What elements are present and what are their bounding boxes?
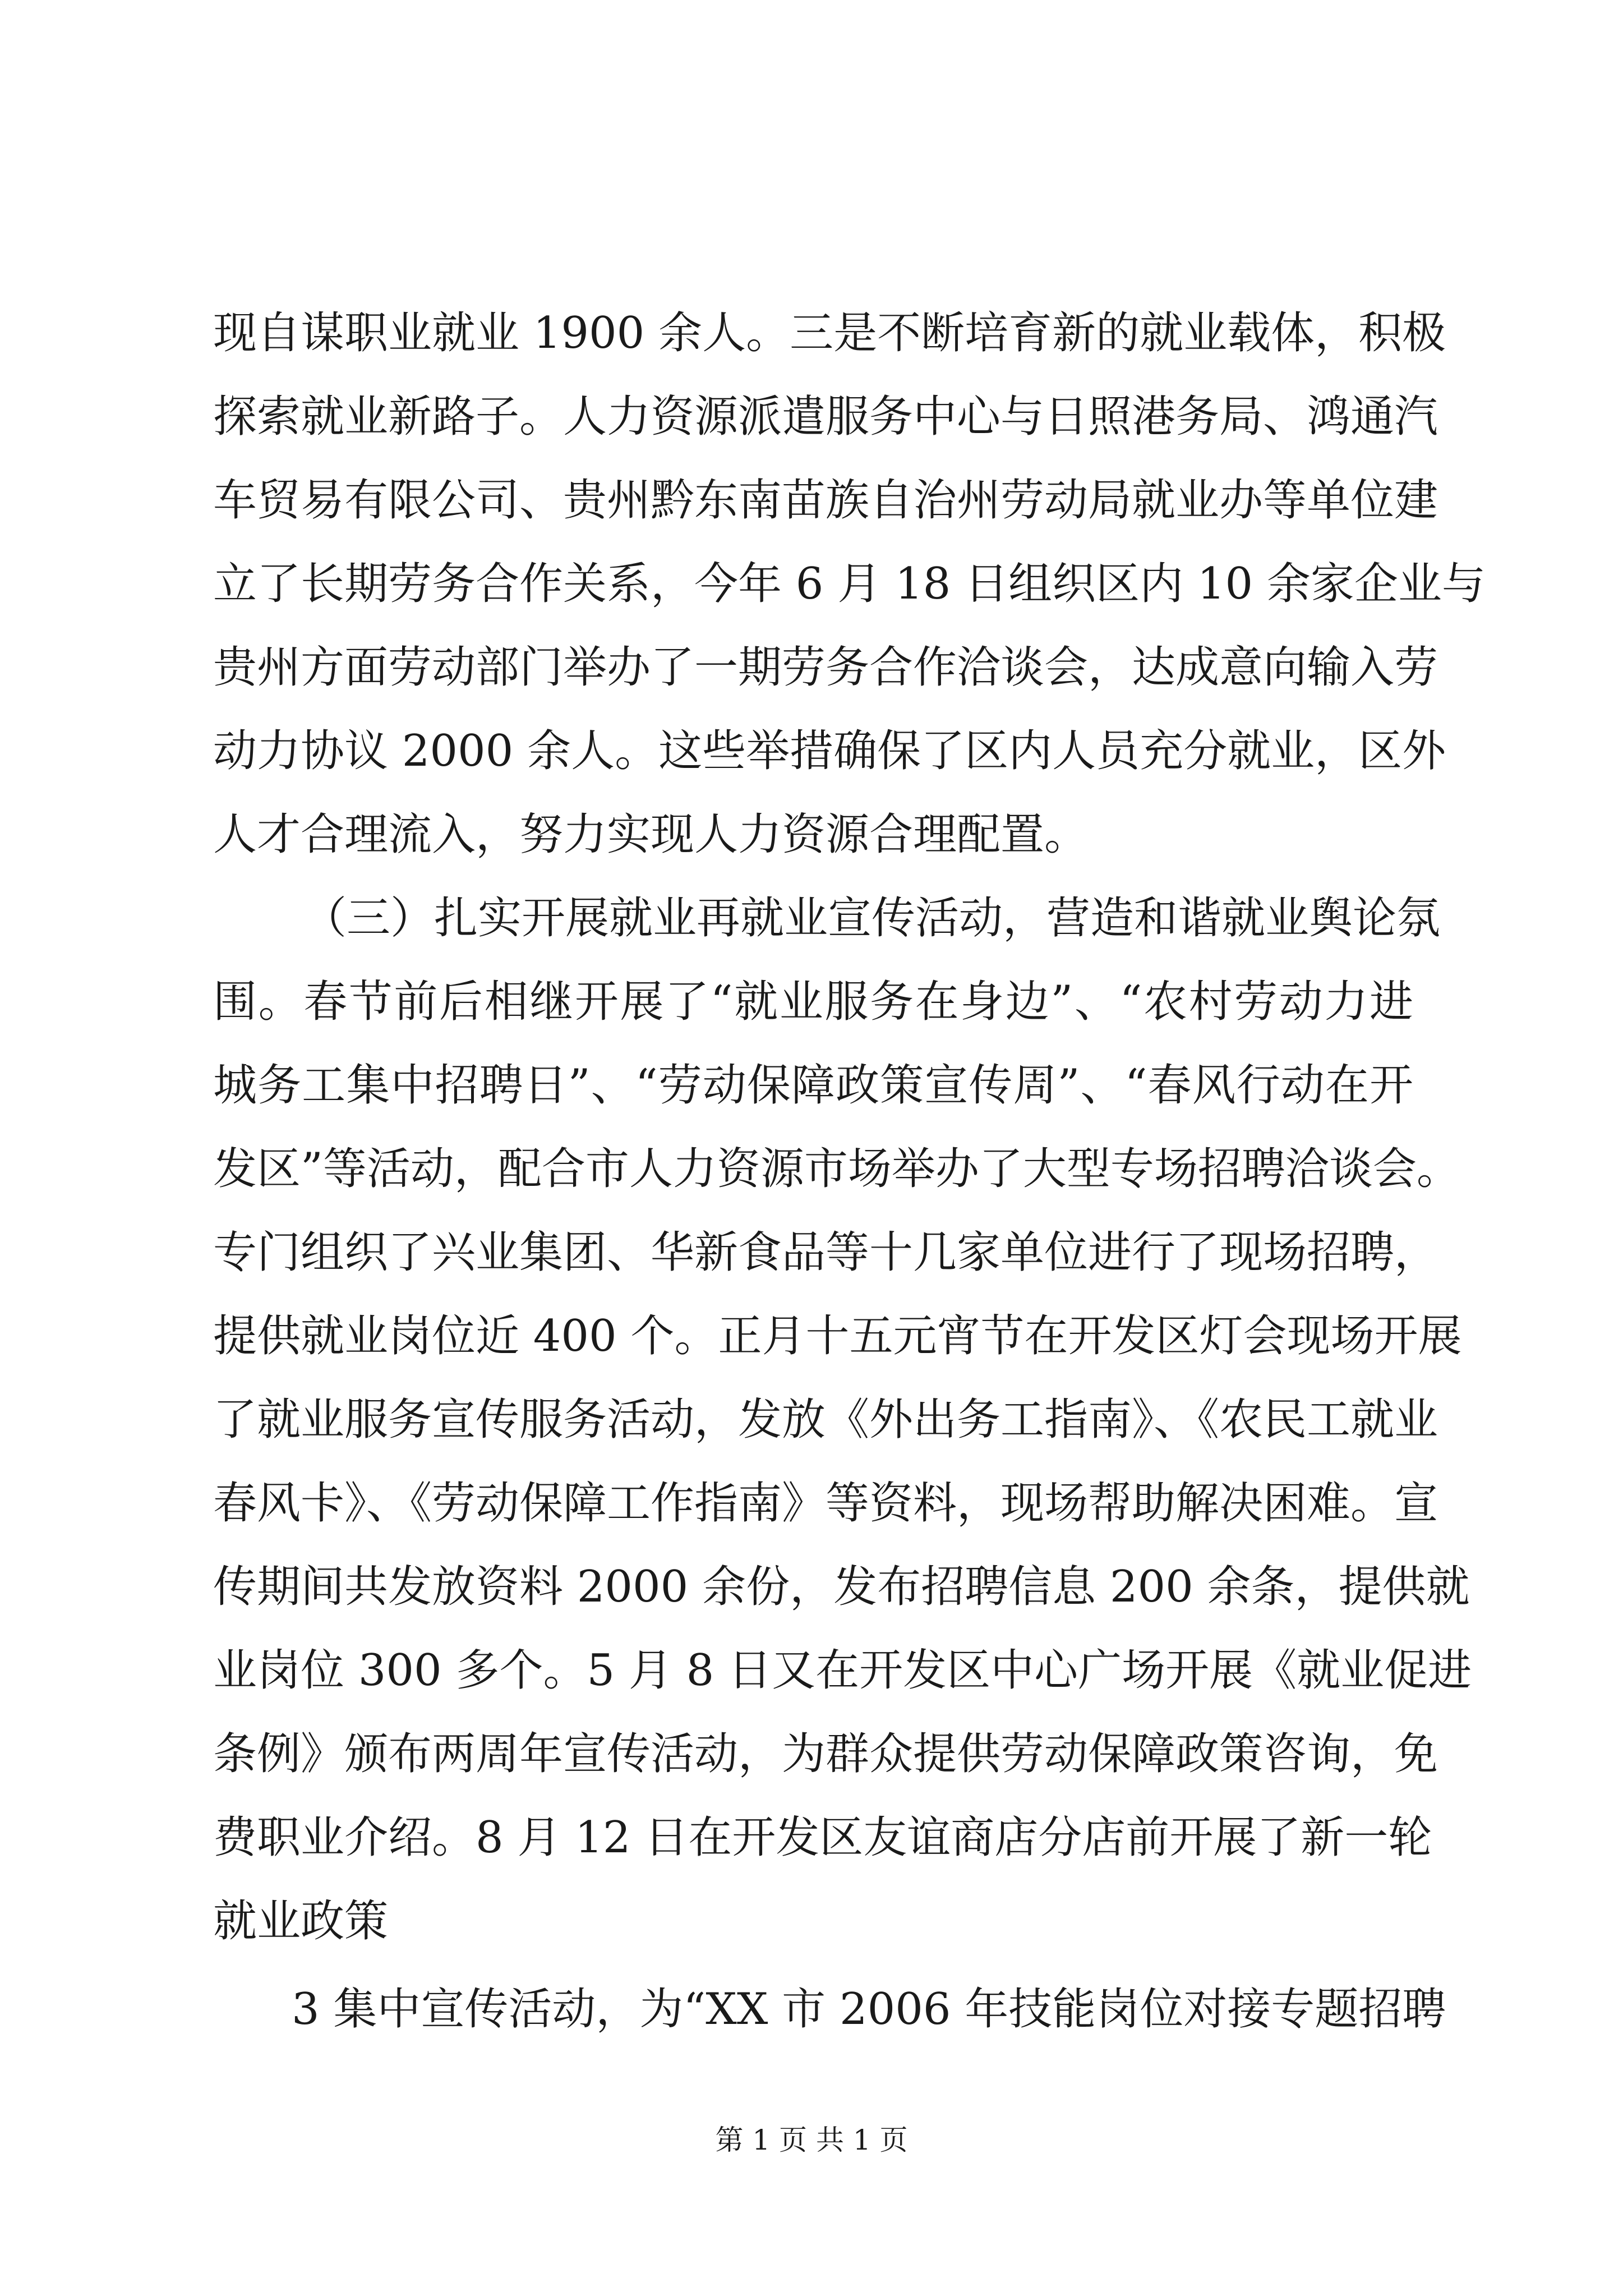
- text-line: 传期间共发放资料 2000 余份，发布招聘信息 200 余条，提供就: [213, 1562, 1470, 1612]
- text-line: 动力协议 2000 余人。这些举措确保了区内人员充分就业，区外: [213, 726, 1446, 776]
- document-body: [213, 292, 1486, 2051]
- text-line: 3 集中宣传活动，为“XX 市 2006 年技能岗位对接专题招聘: [292, 1984, 1446, 2035]
- paragraph-2: [213, 877, 1472, 1963]
- text-line: 就业政策: [213, 1896, 389, 1947]
- text-line: 提供就业岗位近 400 个。正月十五元宵节在开发区灯会现场开展: [213, 1311, 1462, 1361]
- text-line: 现自谋职业就业 1900 余人。三是不断培育新的就业载体，积极: [213, 308, 1446, 358]
- text-line: 贵州方面劳动部门举办了一期劳务合作洽谈会，达成意向输入劳: [213, 642, 1438, 693]
- text-line: 人才合理流入，努力实现人力资源合理配置。: [213, 809, 1089, 860]
- text-line: 立了长期劳务合作关系，今年 6 月 18 日组织区内 10 余家企业与: [213, 559, 1486, 609]
- page-footer: 第 1 页 共 1 页: [715, 2124, 908, 2156]
- text-line: 发区”等活动，配合市人力资源市场举办了大型专场招聘洽谈会。: [213, 1144, 1460, 1194]
- text-line: 围。春节前后相继开展了“就业服务在身边”、“农村劳动力进: [213, 977, 1413, 1027]
- text-line: 城务工集中招聘日”、“劳动保障政策宣传周”、“春风行动在开: [213, 1060, 1413, 1111]
- text-line: 费职业介绍。8 月 12 日在开发区友谊商店分店前开展了新一轮: [213, 1812, 1432, 1863]
- text-line: 了就业服务宣传服务活动，发放《外出务工指南》、《农民工就业: [213, 1395, 1438, 1445]
- text-line: 车贸易有限公司、贵州黔东南苗族自治州劳动局就业办等单位建: [213, 475, 1438, 526]
- text-line: 专门组织了兴业集团、华新食品等十几家单位进行了现场招聘，: [213, 1227, 1438, 1278]
- paragraph-3: [213, 1968, 1446, 2051]
- text-line: 业岗位 300 多个。5 月 8 日又在开发区中心广场开展《就业促进: [213, 1645, 1472, 1696]
- text-line: 春风卡》、《劳动保障工作指南》等资料，现场帮助解决困难。宣: [213, 1478, 1438, 1529]
- text-line: （三）扎实开展就业再就业宣传活动，营造和谐就业舆论氛: [303, 893, 1441, 944]
- paragraph-gap: [213, 1963, 1413, 1968]
- text-line: 探索就业新路子。人力资源派遣服务中心与日照港务局、鸿通汽: [213, 392, 1438, 442]
- text-line: 条例》颁布两周年宣传活动，为群众提供劳动保障政策咨询，免: [213, 1729, 1438, 1779]
- paragraph-1: [213, 292, 1486, 877]
